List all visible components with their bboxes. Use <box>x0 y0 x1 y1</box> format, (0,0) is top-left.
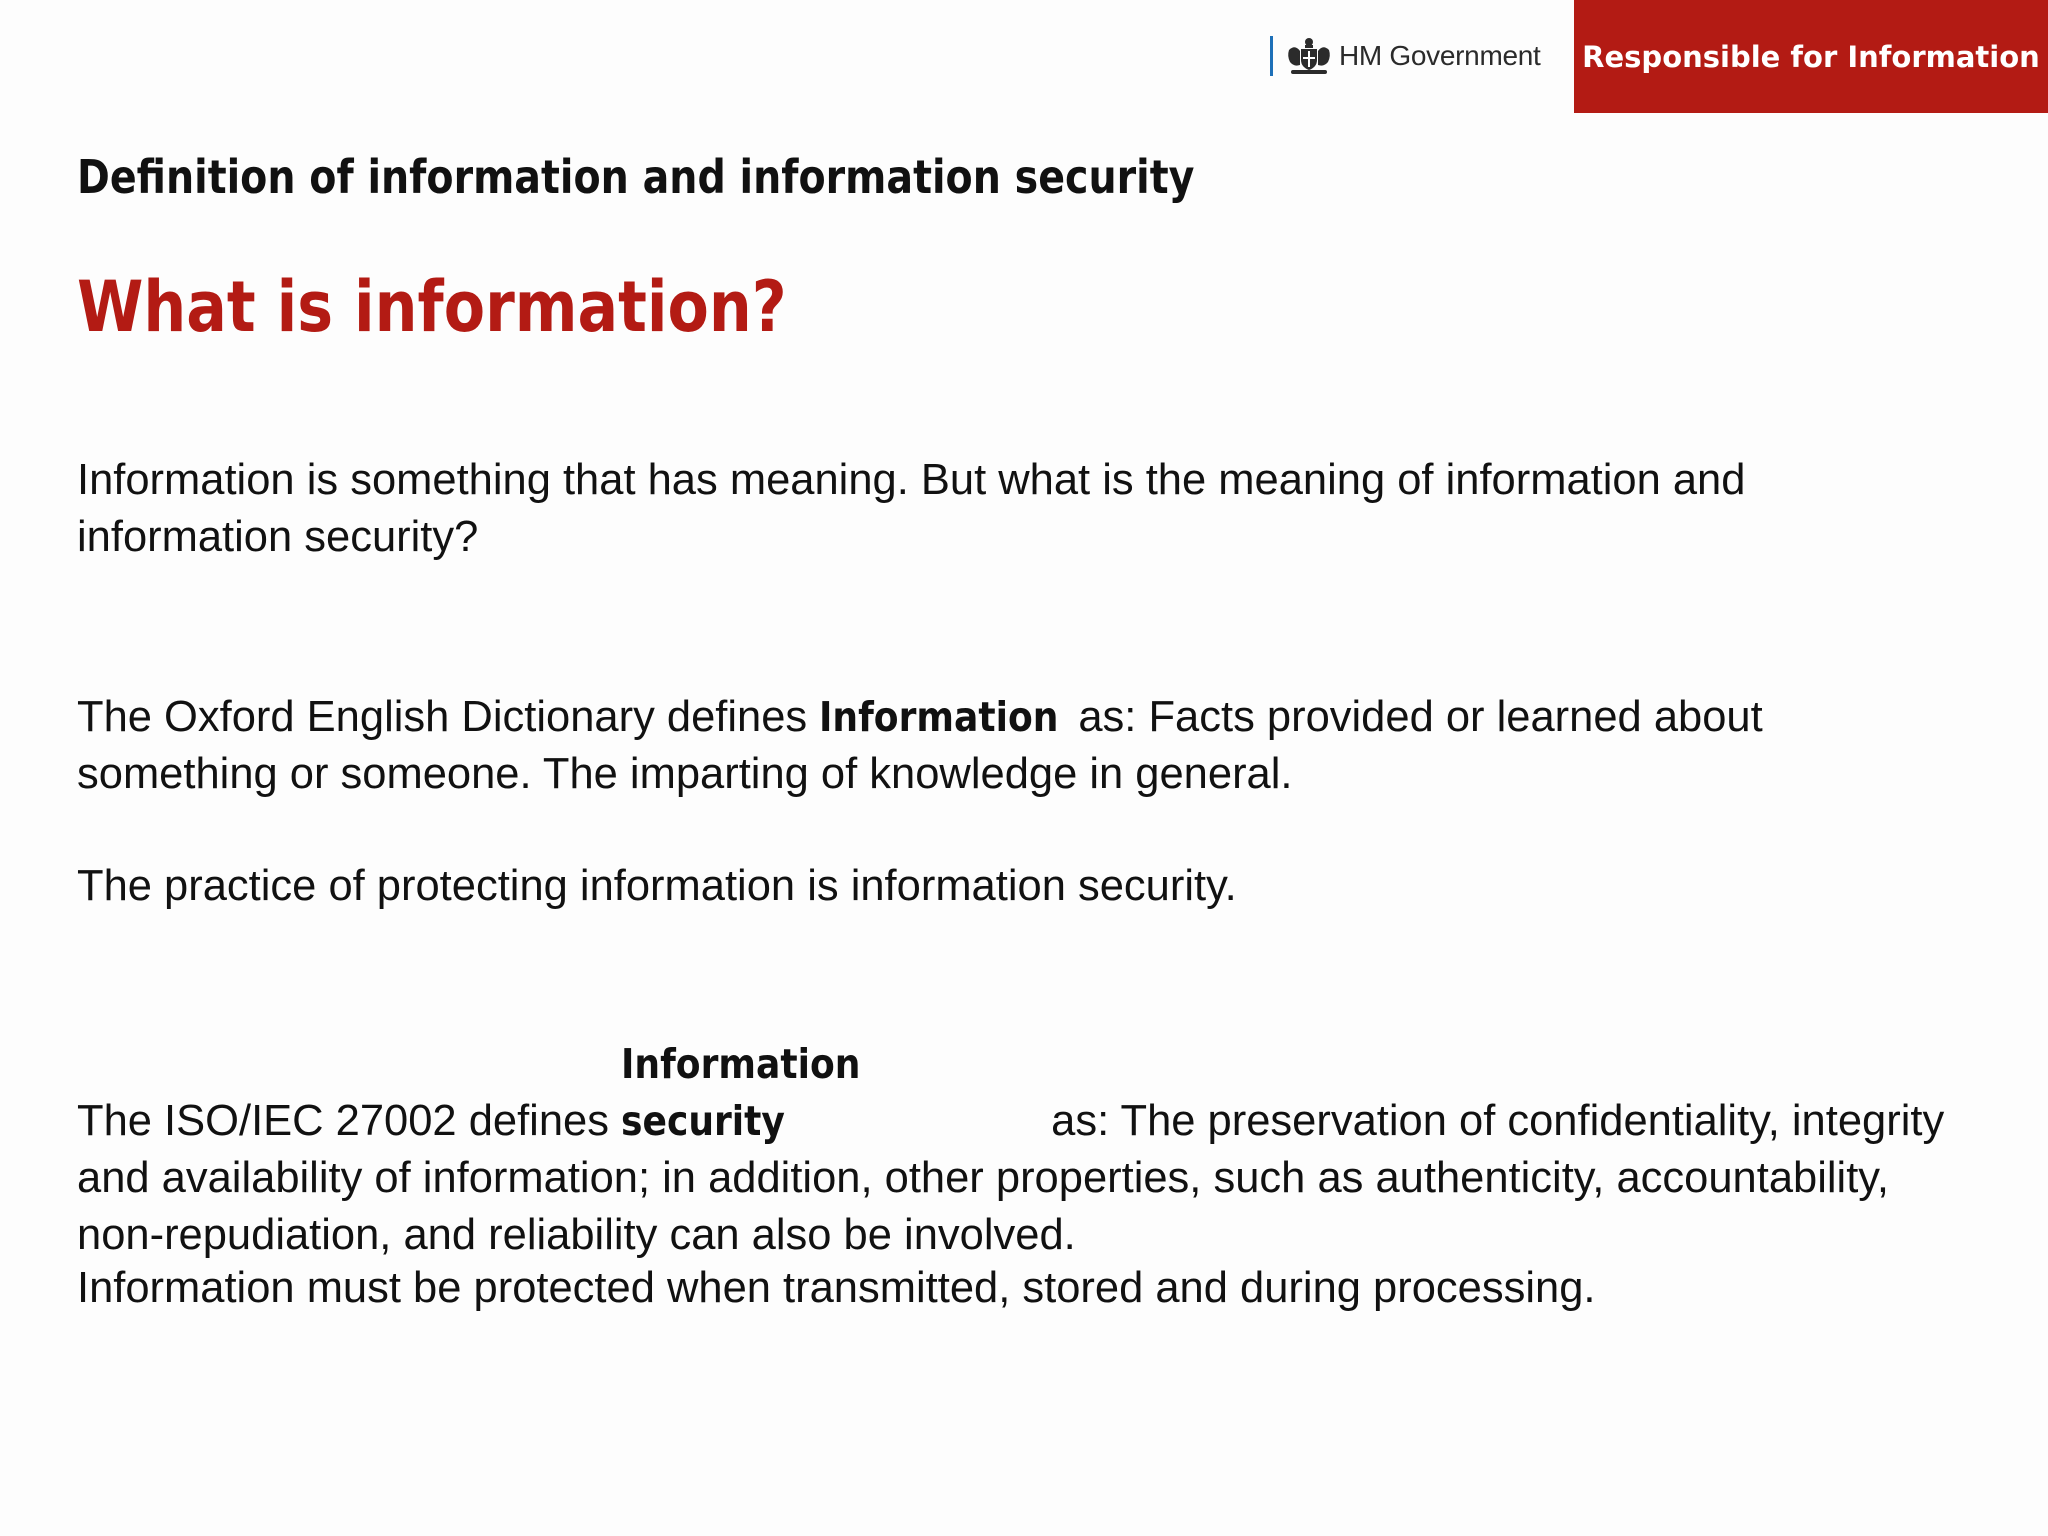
page-heading: What is information? <box>77 266 787 348</box>
oxford-definition-paragraph <box>77 689 1957 803</box>
logo-divider-bar <box>1270 36 1273 76</box>
oxford-definition-prefix: The Oxford English Dictionary defines <box>77 693 820 741</box>
information-term: Information <box>819 693 1059 741</box>
iso-definition-text: as: The preservation of confidentiality, integrity and availability of information; in addition, other properties, such as authenticity, accountability, non-repudiation, and reliability can also be involved. <box>77 1097 1945 1259</box>
section-title: Definition of information and information security <box>77 150 1195 204</box>
royal-coat-of-arms-icon <box>1285 36 1333 76</box>
hm-government-logo <box>1270 36 1541 76</box>
practice-paragraph: The practice of protecting information is information security. <box>77 862 1237 910</box>
information-security-term: Information security <box>621 1040 861 1145</box>
slide-header <box>0 0 2048 113</box>
iso-definition-paragraph <box>77 1036 1957 1264</box>
brand-banner-label: Responsible for Information <box>1582 39 2040 74</box>
oxford-definition-text: as: Facts provided or learned about something or someone. The imparting of knowledge in general. <box>77 693 1763 798</box>
hm-government-label: HM Government <box>1339 40 1541 71</box>
intro-paragraph: Information is something that has meaning. But what is the meaning of information and information security? <box>77 456 1746 561</box>
protection-paragraph: Information must be protected when transmitted, stored and during processing. <box>77 1264 1596 1312</box>
iso-definition-prefix: The ISO/IEC 27002 defines <box>77 1097 622 1145</box>
brand-banner <box>1574 0 2048 113</box>
